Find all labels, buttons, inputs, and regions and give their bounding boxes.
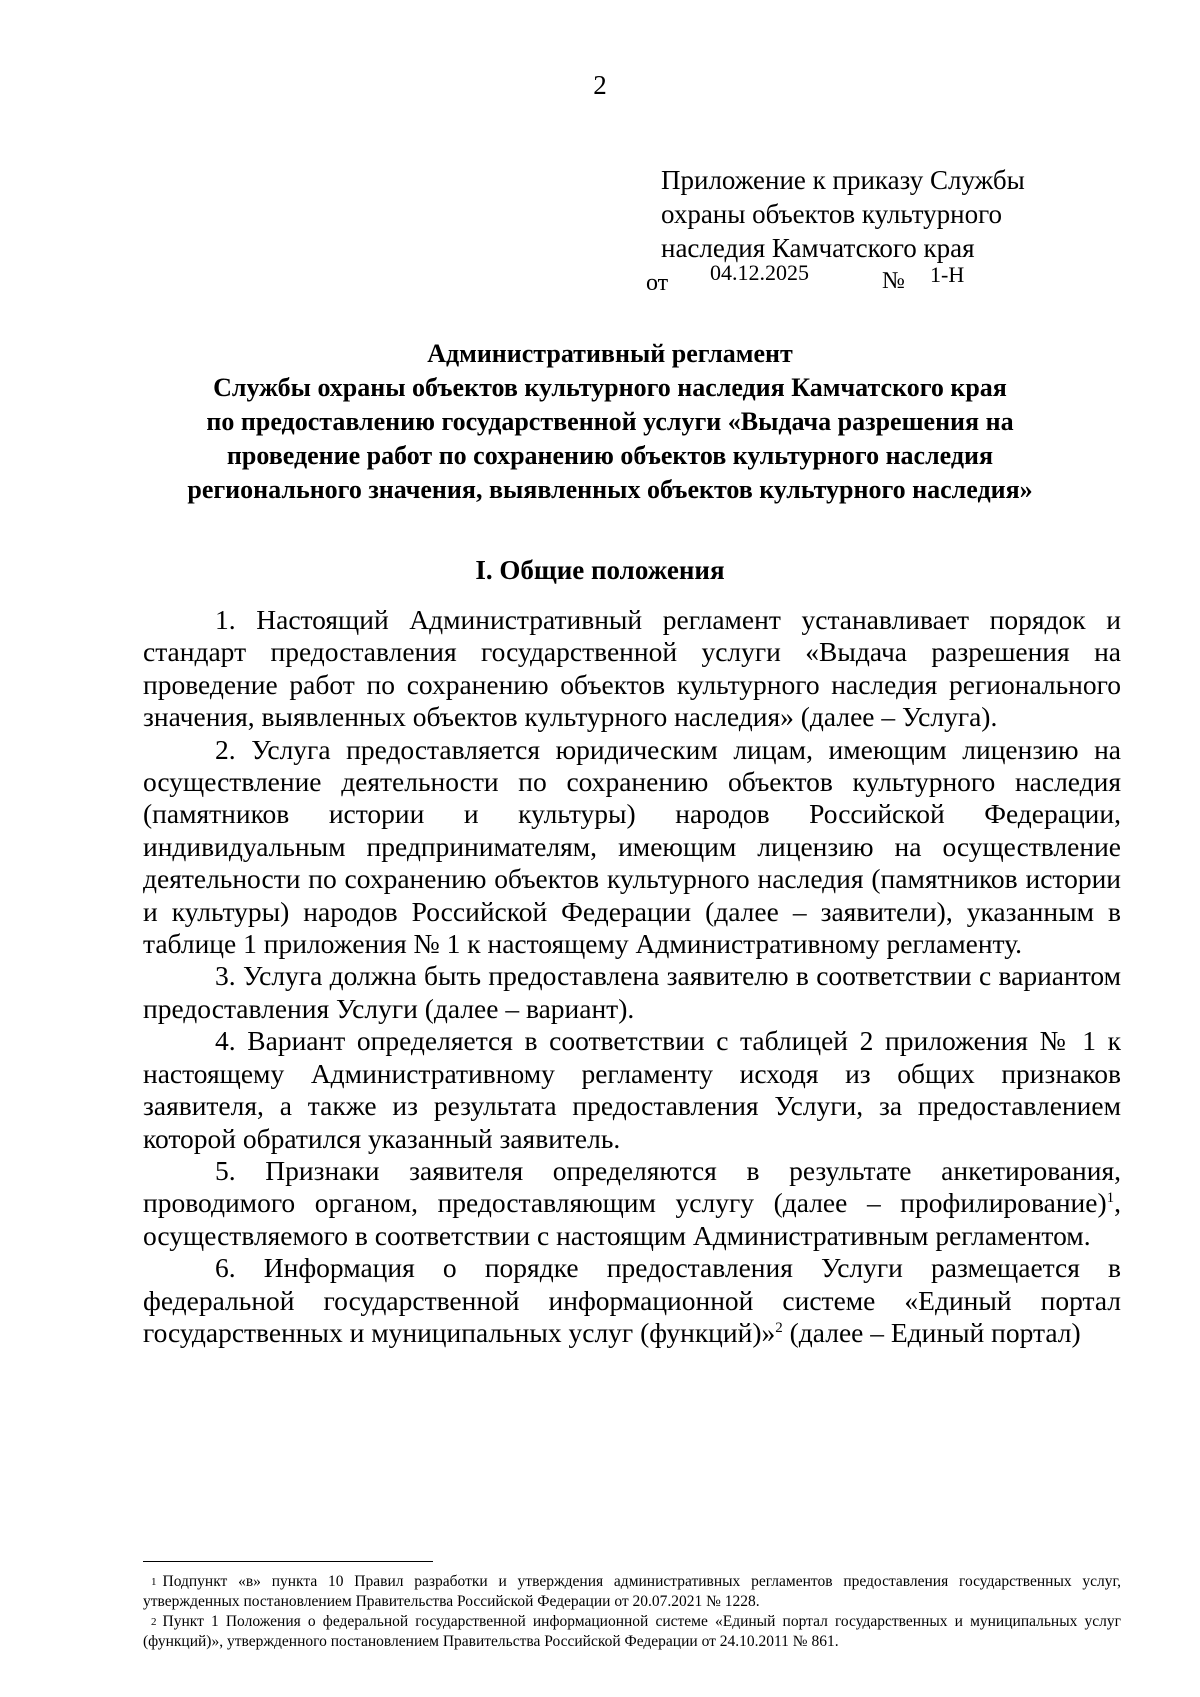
footnotes — [143, 1572, 1121, 1652]
number-label: № — [882, 268, 905, 294]
paragraph-5 — [143, 1155, 1121, 1252]
paragraph-text: 5. Признаки заявителя определяются в результате анкетирования, проводимого органом, предоставляющим услугу (далее – профилирование) — [143, 1154, 1121, 1219]
footnote-ref[interactable]: 2 — [775, 1319, 783, 1336]
paragraph-text: (далее – Единый портал) — [782, 1316, 1081, 1348]
paragraph-2: 2. Услуга предоставляется юридическим лицам, имеющим лицензию на осуществление деятельности по сохранению объектов культурного наследия (памятников истории и культуры) народов Российской Федерации, индивидуальным предпринимателям, имеющим лицензию на осуществление деятельности по сохранению объектов культурного наследия (памятников истории и культуры) народов Российской Федерации (далее – заявители), указанным в таблице 1 приложения № 1 к настоящему Административному регламенту. — [143, 733, 1121, 960]
appendix-line: Приложение к приказу Службы — [661, 165, 1025, 195]
title-line: проведение работ по сохранению объектов культурного наследия — [226, 441, 994, 470]
footnote-2 — [143, 1612, 1121, 1652]
paragraph-1: 1. Настоящий Административный регламент устанавливает порядок и стандарт предоставления государственной услуги «Выдача разрешения на проведение работ по сохранению объектов культурного наследия регионального значения, выявленных объектов культурного наследия» (далее – Услуга). — [143, 604, 1121, 733]
order-number: 1-Н — [930, 262, 965, 287]
footnote-divider — [143, 1561, 433, 1562]
footnote-mark: 1 — [151, 1576, 157, 1588]
footnote-mark: 2 — [151, 1616, 157, 1628]
order-date: 04.12.2025 — [710, 260, 809, 285]
footnote-ref[interactable]: 1 — [1106, 1190, 1115, 1207]
appendix-header — [661, 163, 1025, 265]
title-line: Административный регламент — [427, 339, 793, 368]
paragraph-text: 6. Информация о порядке предоставления Услуги размещается в федеральной государственной информационной системе «Единый портал государственных и муниципальных услуг (функций)» — [143, 1252, 1121, 1348]
section-heading: I. Общие положения — [475, 555, 725, 585]
footnote-text: Подпункт «в» пункта 10 Правил разработки и утверждения административных регламентов предоставления государственных услуг, утвержденных постановлением Правительства Российской Федерации от 20.07.2021 № 1228. — [143, 1573, 1121, 1610]
title-line: по предоставлению государственной услуги «Выдача разрешения на — [206, 407, 1014, 436]
paragraph-3: 3. Услуга должна быть предоставлена заявителю в соответствии с вариантом предоставления Услуги (далее – вариант). — [143, 960, 1121, 1024]
title-line: регионального значения, выявленных объектов культурного наследия» — [187, 475, 1033, 504]
paragraph-text: , осуществляемого в соответствии с настоящим Административным регламентом. — [143, 1187, 1121, 1251]
document-title — [140, 337, 1080, 507]
footnote-1 — [143, 1572, 1121, 1612]
paragraph-6 — [143, 1252, 1121, 1349]
appendix-line: охраны объектов культурного — [661, 199, 1002, 229]
paragraph-4: 4. Вариант определяется в соответствии с таблицей 2 приложения № 1 к настоящему Административному регламенту исходя из общих признаков заявителя, а также из результата предоставления Услуги, за предоставлением которой обратился указанный заявитель. — [143, 1025, 1121, 1154]
body-text — [143, 604, 1121, 1349]
title-line: Службы охраны объектов культурного наследия Камчатского края — [213, 373, 1007, 402]
appendix-line: наследия Камчатского края — [661, 233, 975, 263]
footnote-text: Пункт 1 Положения о федеральной государственной информационной системе «Единый портал государственных и муниципальных услуг (функций)», утвержденного постановлением Правительства Российской Федерации от 24.10.2011 № 861. — [143, 1613, 1121, 1650]
from-label: от — [646, 270, 669, 296]
page-number: 2 — [593, 70, 607, 100]
